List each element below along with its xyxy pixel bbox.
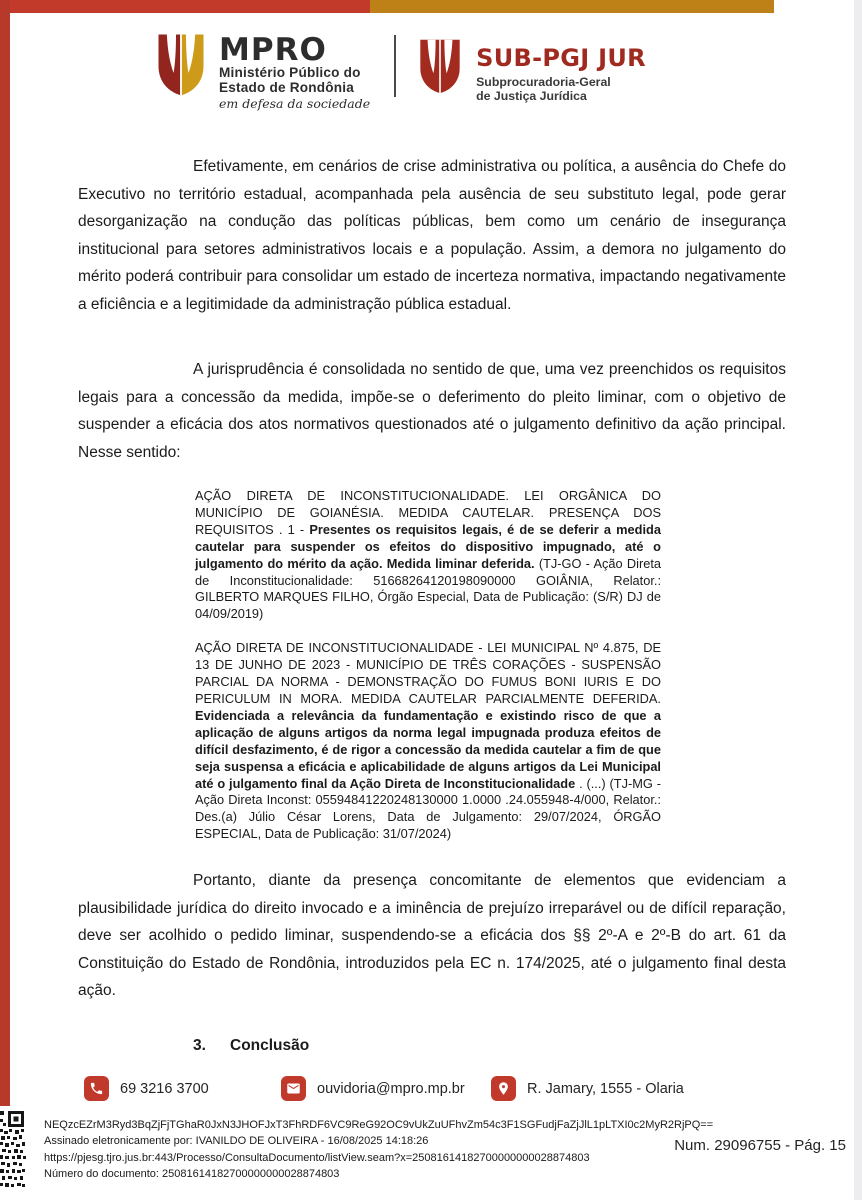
document-header [156,31,646,111]
mpro-name-line2: Estado de Rondônia [219,80,355,95]
case-citation-quote-2 [195,640,661,843]
document-body [78,153,786,1059]
phone-icon [84,1076,109,1101]
paragraph-3: Portanto, diante da presença concomitante de elementos que evidenciam a plausibilidade jurídica do direito invocado e a iminência de prejuízo irreparável ou de difícil reparação, deve ser acolhido o pedido liminar, suspendendo-se a eficácia dos §§ 2º-A e 2º-B do art. 61 da Constituição do Estado de Rondônia, introduzidos pela EC n. 174/2025, até o julgamento final desta ação. [78,872,786,1000]
page-number-label: Num. 29096755 - Pág. 15 [674,1137,846,1154]
section-heading-conclusao [193,1032,786,1060]
signature-signed-by: Assinado eletronicamente por: IVANILDO DE OLIVEIRA - 16/08/2025 14:18:26 [44,1135,429,1148]
quote-1-reference-text: (TJ-GO - Ação Direta de Inconstitucionalidade: 51668264120198090000 GOIÂNIA, Relator.: GILBERTO MARQUES FILHO, Órgão Especial, Data de Publicação: (S/R) DJ de 04/09/2019) [195,555,661,622]
logo-divider [394,35,396,97]
paragraph-1: Efetivamente, em cenários de crise administrativa ou política, a ausência do Chefe do Executivo no território estadual, acompanhada pela ausência de seu substituto legal, pode gerar desorganização na condução das políticas públicas, bem como um cenário de insegurança institucional para setores administrativos locais e a população. Assim, a demora no julgamento do mérito poderá contribuir para consolidar um estado de incerteza normativa, impactando negativamente a eficiência e a legitimidade da administração pública estadual. [78,158,786,313]
top-bar-red-segment [0,0,370,13]
page-right-edge [854,0,862,1200]
contact-phone [84,1076,209,1101]
subpgj-subtitle-line1: Subprocuradoria-Geral [476,75,611,89]
quote-2-reference-text: . (...) (TJ-MG - Ação Direta Inconst: 05594841220248130000 1.0000 .24.055948-4/000, Relator.: Des.(a) Júlio César Lorens, Data de Julgamento: 29/07/2024, ÓRGÃO ESPECIAL, Data de Publicação: 31/07/2024) [195,775,661,842]
paragraph-2: A jurisprudência é consolidada no sentido de que, uma vez preenchidos os requisitos legais para a concessão da medida, impõe-se o deferimento do pleito liminar, com o objetivo de suspender a eficácia dos atos normativos questionados até o julgamento definitivo da ação principal. Nesse sentido: [78,361,786,461]
quote-2-bold-text: Evidenciada a relevância da fundamentação e existindo risco de que a aplicação de alguns artigos da norma legal impugnada produza efeitos de difícil desfazimento, é de rigor a concessão da medida cautelar a fim de que seja suspensa a eficácia e aplicabilidade de alguns artigos da Lei Municipal até o julgamento final da Ação Direta de Inconstitucionalidade [195,707,661,791]
quote-1-normal-text: AÇÃO DIRETA DE INCONSTITUCIONALIDADE. LEI ORGÂNICA DO MUNICÍPIO DE GOIANÉSIA. MEDIDA CAUTELAR. PRESENÇA DOS REQUISITOS . 1 - [195,488,661,537]
top-bar-gold-segment [370,0,774,13]
case-citation-quote-1 [195,488,661,623]
quote-2-normal-text: AÇÃO DIRETA DE INCONSTITUCIONALIDADE - LEI MUNICIPAL Nº 4.875, DE 13 DE JUNHO DE 2023 - MUNICÍPIO DE TRÊS CORAÇÕES - SUSPENSÃO PARCIAL DA NORMA - DEMONSTRAÇÃO DO FUMUS BONI IURIS E DO PERICULUM IN MORA. MEDIDA CAUTELAR PARCIALMENTE DEFERIDA. [195,640,661,706]
qr-code [0,1109,26,1191]
mpro-name-line1: Ministério Público do [219,65,361,80]
contact-email [281,1076,465,1101]
signature-hash: NEQzcEZrM3Ryd3BqZjFjTGhaR0JxN3JHOFJxT3FhRDF6VC9ReG92OC9vUkZuUFhvZm54c3F1SGFudjFaZjJlL1pLTXI0c2MyR2RjPQ== [44,1119,714,1131]
quote-1-bold-text: Presentes os requisitos legais, é de se deferir a medida cautelar para suspender os efeitos do dispositivo impugnado, até o julgamento do mérito da ação. Medida liminar deferida. [195,521,661,571]
subpgj-subtitle-line2: de Justiça Jurídica [476,89,587,103]
subpgj-title: SUB-PGJ JUR [476,44,646,72]
contact-address-text: R. Jamary, 1555 - Olaria [527,1080,684,1097]
signature-verification-url: https://pjesg.tjro.jus.br:443/Processo/ConsultaDocumento/listView.seam?x=25081614182700000000028874803 [44,1151,590,1164]
mpro-shield-logo [156,31,206,98]
contact-email-text: ouvidoria@mpro.mp.br [317,1080,465,1097]
left-edge-stripe [0,0,10,1106]
subpgj-logo-text [476,31,646,103]
section-heading-number: 3. [193,1036,206,1054]
section-heading-label: Conclusão [230,1036,310,1054]
signature-block [44,1117,713,1182]
mpro-logo-text [219,31,370,111]
contact-address [491,1076,684,1101]
contact-phone-text: 69 3216 3700 [120,1080,209,1097]
mail-icon [281,1076,306,1101]
mpro-acronym: MPRO [219,32,327,68]
signature-doc-number: Número do documento: 25081614182700000000028874803 [44,1167,340,1180]
subpgj-shield-logo [418,34,462,98]
location-icon [491,1076,516,1101]
mpro-motto: em defesa da sociedade [219,96,371,111]
